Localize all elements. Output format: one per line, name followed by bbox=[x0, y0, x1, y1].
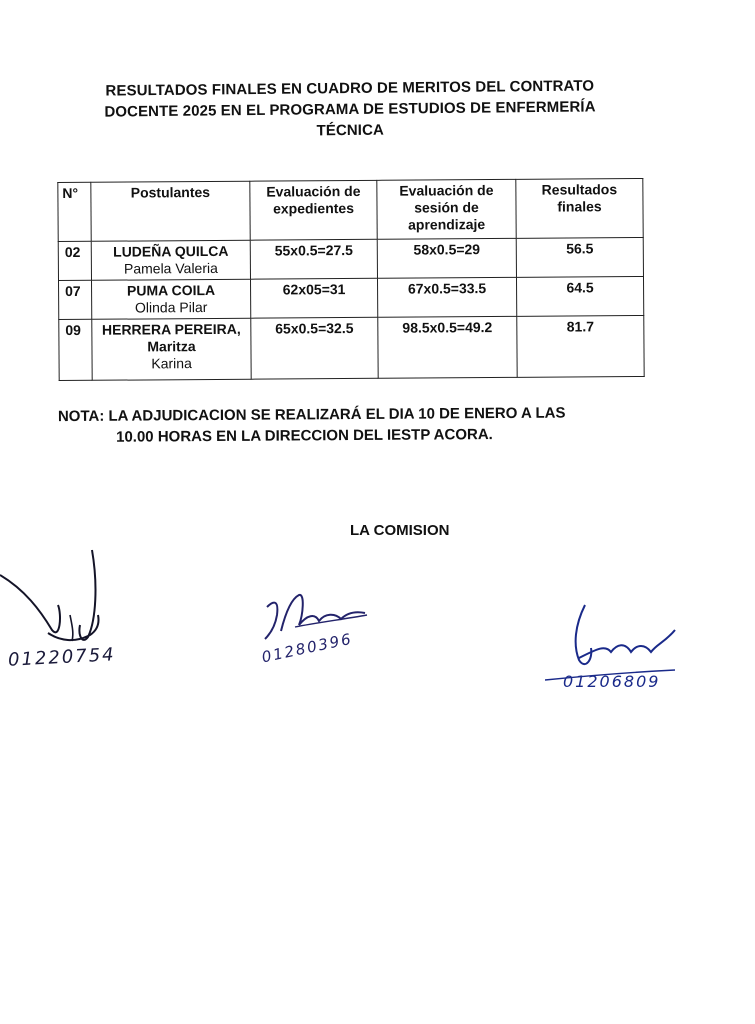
signature-2 bbox=[255, 585, 375, 675]
postulante-surname: HERRERA PEREIRA, Maritza bbox=[101, 320, 241, 355]
row-postulante bbox=[92, 318, 251, 380]
results-table bbox=[57, 178, 644, 381]
document-title bbox=[70, 75, 631, 144]
signature-3 bbox=[545, 600, 685, 700]
table-header-row bbox=[58, 178, 643, 241]
header-eval-sesion: Evaluación de sesión de aprendizaje bbox=[377, 179, 516, 239]
signature-3-number: 01206809 bbox=[563, 672, 661, 691]
title-line-1: RESULTADOS FINALES EN CUADRO DE MERITOS DEL CONTRATO bbox=[105, 77, 595, 100]
header-resultados: Resultados finales bbox=[516, 178, 643, 238]
row-postulante bbox=[91, 240, 250, 280]
table-row bbox=[59, 315, 644, 380]
row-expedientes: 55x0.5=27.5 bbox=[250, 239, 377, 279]
title-line-2: DOCENTE 2025 EN EL PROGRAMA DE ESTUDIOS DE ENFERMERÍA bbox=[104, 98, 596, 121]
note-line-1: NOTA: LA ADJUDICACION SE REALIZARÁ EL DIA 10 DE ENERO A LAS bbox=[57, 404, 566, 426]
commission-label: LA COMISION bbox=[350, 522, 450, 539]
postulante-given-name: Olinda Pilar bbox=[134, 299, 208, 316]
signature-1-number: 01220754 bbox=[7, 644, 117, 671]
title-line-3: TÉCNICA bbox=[316, 121, 384, 140]
row-expedientes: 62x05=31 bbox=[250, 278, 377, 318]
signature-1-scribble bbox=[0, 545, 140, 655]
row-final: 81.7 bbox=[517, 315, 644, 377]
signature-2-number: 01280396 bbox=[260, 629, 355, 667]
postulante-given-name: Karina bbox=[151, 355, 192, 372]
signature-1 bbox=[0, 545, 140, 675]
row-expedientes: 65x0.5=32.5 bbox=[251, 317, 378, 379]
note-line-2: 10.00 HORAS EN LA DIRECCION DEL IESTP ACORA. bbox=[116, 426, 493, 446]
row-sesion: 67x0.5=33.5 bbox=[377, 277, 516, 317]
row-final: 56.5 bbox=[516, 237, 643, 277]
row-num: 07 bbox=[59, 280, 92, 319]
row-num: 02 bbox=[58, 241, 91, 280]
table-row bbox=[59, 276, 644, 319]
row-postulante bbox=[91, 279, 250, 319]
postulante-given-name: Pamela Valeria bbox=[123, 259, 218, 277]
row-sesion: 58x0.5=29 bbox=[377, 238, 516, 278]
postulante-surname: LUDEÑA QUILCA bbox=[113, 242, 229, 260]
row-num: 09 bbox=[59, 319, 92, 380]
postulante-surname: PUMA COILA bbox=[126, 281, 216, 299]
header-eval-expedientes: Evaluación de expedientes bbox=[250, 180, 377, 240]
row-final: 64.5 bbox=[516, 276, 643, 316]
note bbox=[58, 402, 658, 448]
row-sesion: 98.5x0.5=49.2 bbox=[378, 316, 517, 378]
header-postulantes: Postulantes bbox=[91, 181, 250, 241]
table-row bbox=[58, 237, 643, 280]
header-num: N° bbox=[58, 182, 91, 241]
